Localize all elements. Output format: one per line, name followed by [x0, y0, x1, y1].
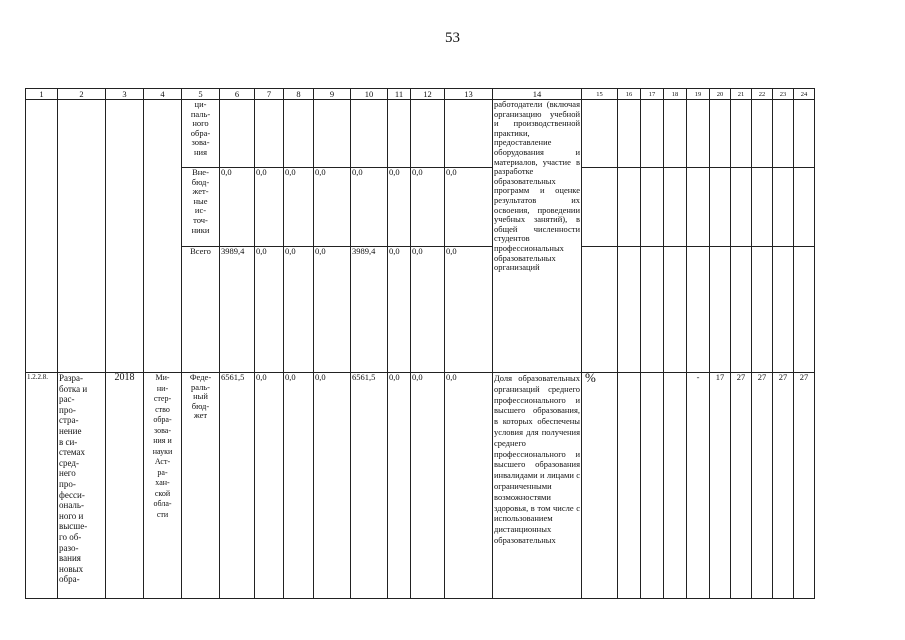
value-cell: 0,0 — [445, 373, 493, 599]
value-cell: 0,0 — [284, 247, 314, 373]
value-cell — [773, 247, 794, 373]
value-cell — [255, 100, 284, 168]
value-cell — [314, 100, 351, 168]
col-header: 19 — [687, 89, 710, 100]
value-cell — [731, 247, 752, 373]
year-cell — [106, 100, 144, 373]
col-header: 14 — [493, 89, 582, 100]
value-cell: 27 — [752, 373, 773, 599]
table-row — [26, 373, 815, 599]
value-cell: 17 — [710, 373, 731, 599]
col-header: 18 — [664, 89, 687, 100]
value-cell — [687, 100, 710, 168]
value-cell: 0,0 — [388, 373, 411, 599]
col-header: 1 — [26, 89, 58, 100]
code-cell — [26, 100, 58, 373]
header-row — [26, 89, 815, 100]
value-cell: 27 — [731, 373, 752, 599]
value-cell: 0,0 — [445, 168, 493, 247]
value-cell — [794, 247, 815, 373]
name-cell — [58, 100, 106, 373]
value-cell — [618, 373, 641, 599]
value-cell — [710, 168, 731, 247]
value-cell — [582, 168, 618, 247]
value-cell: 3989,4 — [351, 247, 388, 373]
table-row — [26, 100, 815, 168]
value-cell — [664, 168, 687, 247]
value-cell: 3989,4 — [220, 247, 255, 373]
value-cell — [731, 168, 752, 247]
col-header: 23 — [773, 89, 794, 100]
value-cell: 0,0 — [445, 247, 493, 373]
indicator-text: Доля образовательных организаций среднего профессионального и высшего образования, в которых обеспечены условия для получения среднего профессионального и высшего образования инвалидами и лицами с ограниченными возможностями здоровья, в том числе с использованием дистанционных образовательных — [493, 373, 582, 599]
value-cell — [710, 247, 731, 373]
col-header: 21 — [731, 89, 752, 100]
value-cell — [618, 100, 641, 168]
value-cell: 27 — [794, 373, 815, 599]
col-header: 9 — [314, 89, 351, 100]
value-cell: 0,0 — [314, 373, 351, 599]
value-cell — [445, 100, 493, 168]
value-cell: 0,0 — [255, 168, 284, 247]
value-cell — [752, 100, 773, 168]
value-cell: 0,0 — [388, 168, 411, 247]
value-cell — [618, 247, 641, 373]
value-cell: 6561,5 — [220, 373, 255, 599]
funding-source: Феде- раль- ный бюд- жет — [182, 373, 220, 599]
value-cell — [388, 100, 411, 168]
year-cell: 2018 — [106, 373, 144, 599]
value-cell — [752, 247, 773, 373]
value-cell — [687, 168, 710, 247]
value-cell — [641, 168, 664, 247]
value-cell — [582, 247, 618, 373]
col-header: 22 — [752, 89, 773, 100]
value-cell — [664, 100, 687, 168]
col-header: 20 — [710, 89, 731, 100]
name-cell: Разра- ботка и рас- про- стра- нение в си- стемах сред- него про- фесси- ональ- ного и высше- го об- разо- вания новых обра- — [58, 373, 106, 599]
value-cell: 0,0 — [388, 247, 411, 373]
value-cell — [220, 100, 255, 168]
col-header: 7 — [255, 89, 284, 100]
value-cell — [710, 100, 731, 168]
funding-source: Всего — [182, 247, 220, 373]
value-cell: 0,0 — [220, 168, 255, 247]
col-header: 17 — [641, 89, 664, 100]
program-table — [25, 88, 815, 599]
col-header: 5 — [182, 89, 220, 100]
col-header: 11 — [388, 89, 411, 100]
value-cell — [641, 247, 664, 373]
value-cell: 6561,5 — [351, 373, 388, 599]
value-cell — [687, 247, 710, 373]
value-cell — [794, 100, 815, 168]
value-cell — [284, 100, 314, 168]
col-header: 6 — [220, 89, 255, 100]
funding-source: ци- паль- ного обра- зова- ния — [182, 100, 220, 168]
col-header: 13 — [445, 89, 493, 100]
value-cell — [731, 100, 752, 168]
value-cell: 0,0 — [314, 247, 351, 373]
value-cell — [641, 373, 664, 599]
col-header: 12 — [411, 89, 445, 100]
funding-source: Вне- бюд- жет- ные ис- точ- ники — [182, 168, 220, 247]
col-header: 15 — [582, 89, 618, 100]
value-cell — [641, 100, 664, 168]
col-header: 24 — [794, 89, 815, 100]
value-cell — [664, 373, 687, 599]
page-number: 53 — [445, 30, 460, 46]
value-cell: 0,0 — [411, 247, 445, 373]
value-cell — [618, 168, 641, 247]
value-cell: 0,0 — [255, 373, 284, 599]
col-header: 2 — [58, 89, 106, 100]
value-cell — [351, 100, 388, 168]
value-cell — [582, 100, 618, 168]
executor-cell: Ми- ни- стер- ство обра- зова- ния и науки Аст- ра- хан- ской обла- сти — [144, 373, 182, 599]
col-header: 10 — [351, 89, 388, 100]
indicator-text: работодатели (включая организацию учебной и производственной практики, предоставление оборудования и материалов, участие в разработке образовательных программ и оценке результатов их освоения, проведении учебных занятий), в общей численности студентов профессиональных образовательных организаций — [493, 100, 582, 373]
code-cell: 1.2.2.8. — [26, 373, 58, 599]
col-header: 16 — [618, 89, 641, 100]
value-cell: 0,0 — [351, 168, 388, 247]
unit-cell: % — [582, 373, 618, 599]
col-header: 4 — [144, 89, 182, 100]
value-cell — [794, 168, 815, 247]
col-header: 8 — [284, 89, 314, 100]
value-cell: 0,0 — [411, 168, 445, 247]
value-cell — [664, 247, 687, 373]
value-cell — [752, 168, 773, 247]
value-cell — [773, 168, 794, 247]
value-cell: 0,0 — [284, 168, 314, 247]
value-cell: 0,0 — [284, 373, 314, 599]
value-cell: 0,0 — [255, 247, 284, 373]
col-header: 3 — [106, 89, 144, 100]
value-cell: 27 — [773, 373, 794, 599]
value-cell: 0,0 — [314, 168, 351, 247]
value-cell: - — [687, 373, 710, 599]
value-cell: 0,0 — [411, 373, 445, 599]
value-cell — [411, 100, 445, 168]
executor-cell — [144, 100, 182, 373]
value-cell — [773, 100, 794, 168]
